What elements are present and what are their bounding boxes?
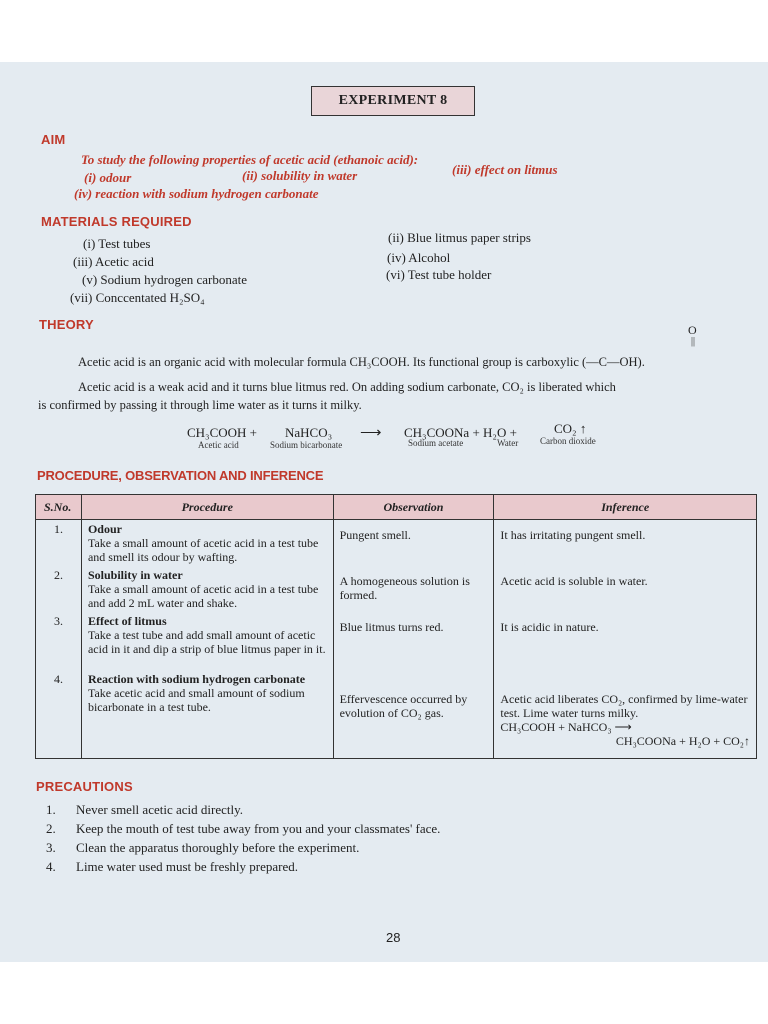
row-number: 4.	[36, 670, 82, 758]
table-row	[36, 566, 757, 612]
row-number: 1.	[36, 520, 82, 567]
observation-text: Effervescence occurred by evolution of CO₂ gas.	[339, 692, 468, 720]
theory-paragraph-2-cont: is confirmed by passing it through lime water as it turns it milky.	[38, 398, 362, 412]
procedure-title: Solubility in water	[87, 568, 183, 582]
equation-label: Acetic acid	[198, 440, 239, 450]
table-row	[36, 670, 757, 758]
precautions-list	[46, 800, 440, 876]
equation-reactant-1: CH₃COOH +	[187, 425, 258, 440]
inference-equation-line-1: CH₃COOH + NaHCO₃ ⟶	[500, 720, 632, 734]
observation-cell	[333, 566, 494, 612]
procedure-text: Take a test tube and add small amount of acetic acid in it and dip a strip of blue litmus paper in it.	[87, 628, 326, 656]
aim-heading: AIM	[41, 132, 66, 147]
column-header: Procedure	[81, 495, 333, 520]
theory-paragraph-1: Acetic acid is an organic acid with molecular formula CH₃COOH. Its functional group is carboxylic (—C—OH).	[78, 355, 645, 369]
procedure-cell	[81, 566, 333, 612]
procedure-cell	[81, 612, 333, 670]
list-item: 4. Lime water used must be freshly prepared.	[46, 859, 299, 874]
inference-text: Acetic acid liberates CO₂, confirmed by lime-water test. Lime water turns milky.	[500, 692, 748, 720]
row-number: 2.	[36, 566, 82, 612]
table-row	[36, 520, 757, 567]
inference-cell	[494, 670, 757, 758]
carbonyl-oxygen: O	[688, 323, 697, 337]
inference-equation-line-2: CH₃COONa + H₂O + CO₂↑	[615, 734, 750, 748]
aim-item-reaction: (iv) reaction with sodium hydrogen carbonate	[74, 186, 319, 201]
list-item: 3. Clean the apparatus thoroughly before the experiment.	[46, 840, 360, 855]
procedure-cell	[81, 520, 333, 567]
list-item: 2. Keep the mouth of test tube away from you and your classmates' face.	[46, 821, 441, 836]
table-row	[36, 612, 757, 670]
row-number: 3.	[36, 612, 82, 670]
experiment-title: EXPERIMENT 8	[311, 86, 475, 116]
textbook-page	[0, 62, 768, 962]
equation-product-co2: CO₂ ↑	[554, 421, 587, 436]
inference-cell	[494, 612, 757, 670]
observation-cell	[333, 612, 494, 670]
column-header: S.No.	[36, 495, 82, 520]
precautions-heading: PRECAUTIONS	[36, 779, 133, 794]
table-header-row	[36, 495, 757, 520]
procedure-title: Reaction with sodium hydrogen carbonate	[87, 672, 306, 686]
inference-text: It has irritating pungent smell.	[500, 528, 646, 542]
list-item: 1. Never smell acetic acid directly.	[46, 802, 243, 817]
equation-arrow: ⟶	[360, 425, 382, 441]
column-header: Observation	[333, 495, 494, 520]
observation-text: Blue litmus turns red.	[339, 620, 444, 634]
material-item: (i) Test tubes	[83, 236, 151, 251]
observation-text: A homogeneous solution is formed.	[339, 574, 470, 602]
procedure-table	[35, 494, 757, 759]
material-item: (iv) Alcohol	[387, 250, 451, 265]
procedure-cell	[81, 670, 333, 758]
inference-cell	[494, 520, 757, 567]
material-item: (vii) Conccentated H₂SO₄	[70, 290, 205, 305]
equation-label: Sodium acetate	[408, 438, 464, 448]
equation-products: CH₃COONa + H₂O +	[404, 425, 517, 440]
procedure-text: Take a small amount of acetic acid in a test tube and add 2 mL water and shake.	[87, 582, 319, 610]
material-item: (v) Sodium hydrogen carbonate	[82, 272, 247, 287]
equation-label: Water	[497, 438, 519, 448]
column-header: Inference	[494, 495, 757, 520]
material-item: (ii) Blue litmus paper strips	[388, 230, 531, 245]
theory-heading: THEORY	[39, 317, 94, 332]
procedure-text: Take acetic acid and small amount of sodium bicarbonate in a test tube.	[87, 686, 305, 714]
inference-text: It is acidic in nature.	[500, 620, 599, 634]
equation-label: Carbon dioxide	[540, 436, 596, 446]
procedure-text: Take a small amount of acetic acid in a test tube and smell its odour by wafting.	[87, 536, 319, 564]
aim-item-solubility: (ii) solubility in water	[242, 168, 358, 183]
material-item: (iii) Acetic acid	[73, 254, 154, 269]
material-item: (vi) Test tube holder	[386, 267, 492, 282]
materials-heading: MATERIALS REQUIRED	[41, 214, 192, 229]
observation-text: Pungent smell.	[339, 528, 411, 542]
aim-item-litmus: (iii) effect on litmus	[452, 162, 558, 177]
inference-cell	[494, 566, 757, 612]
observation-cell	[333, 670, 494, 758]
observation-cell	[333, 520, 494, 567]
aim-intro: To study the following properties of acetic acid (ethanoic acid):	[81, 152, 419, 167]
equation-label: Sodium bicarbonate	[270, 440, 343, 450]
inference-text: Acetic acid is soluble in water.	[500, 574, 648, 588]
procedure-heading: PROCEDURE, OBSERVATION AND INFERENCE	[37, 468, 324, 483]
page-number: 28	[386, 930, 401, 945]
aim-item-odour: (i) odour	[84, 170, 132, 185]
procedure-title: Effect of litmus	[87, 614, 167, 628]
equation-reactant-2: NaHCO₃	[285, 425, 333, 440]
theory-paragraph-2: Acetic acid is a weak acid and it turns blue litmus red. On adding sodium carbonate, CO₂ is liberated which	[78, 380, 616, 394]
procedure-title: Odour	[87, 522, 122, 536]
double-bond-mark: ||	[691, 336, 696, 347]
